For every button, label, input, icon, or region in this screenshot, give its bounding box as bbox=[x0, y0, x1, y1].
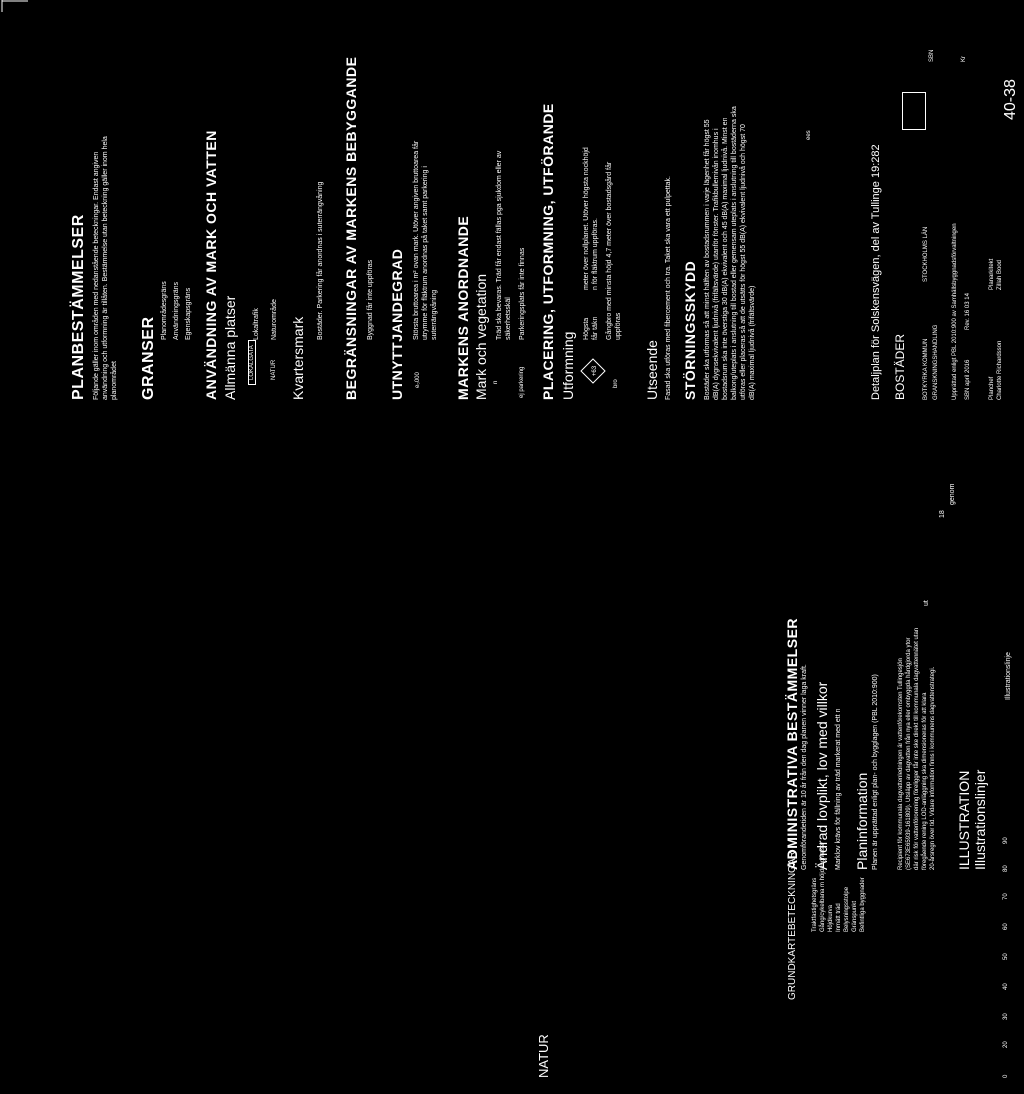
recipient-line: föregående rening LOD-anläggning ska dimensioneras för att klara bbox=[922, 692, 928, 870]
lokalgata-code: LOKALGATA bbox=[248, 340, 256, 385]
storning-line: dB(A) dygnsekvivalent ljudnivå (frifältsvärde) utanför fönster. Trafikbullernivån inomhus i bbox=[713, 128, 720, 400]
begr-title: BEGRÄNSNINGAR AV MARKENS BEBYGGANDE bbox=[343, 56, 359, 400]
planchef-label: Planchef bbox=[989, 376, 995, 400]
bostader-heading: BOSTÄDER bbox=[893, 333, 907, 400]
plan-number: 40-38 bbox=[1002, 79, 1019, 120]
illustrationslinje-label: Illustrationslinje bbox=[1005, 652, 1012, 700]
granser-item: Egenskapsgräns bbox=[185, 287, 192, 340]
utseende-title: Utseende bbox=[644, 340, 660, 400]
bro-line: Gångbro med minsta höjd 4,7 meter över bostadsgård får bbox=[606, 161, 613, 340]
planinfo-title: Planinformation bbox=[854, 772, 870, 870]
begr-text: Byggnad får inte uppföras bbox=[367, 259, 374, 340]
plan-intro-line: användning och utformning är tillåten. Bestämmelse utan beteckning gäller inom hela bbox=[102, 136, 109, 400]
scale-tick: 0 bbox=[1003, 1074, 1009, 1078]
utformning-title: Utformning bbox=[560, 331, 576, 400]
scale-tick: 50 bbox=[1003, 953, 1009, 960]
natur-code: NATUR bbox=[271, 359, 277, 380]
kvartersmark-title: Kvartersmark bbox=[290, 316, 306, 400]
storning-line: Bostäder ska utformas så att minst hälften av bostadsrummen i varje lägenhet får högst 55 bbox=[704, 119, 711, 400]
grundkarta-item: Inmätt träd bbox=[836, 903, 842, 932]
recipient-line: 20-årsregn över tid. Vidare information finns i kommunens dagvattenstrategi. bbox=[930, 666, 936, 870]
utn-text bbox=[412, 141, 439, 340]
utn-line: suterrängvåning bbox=[431, 289, 438, 340]
storning-title: STÖRNINGSSKYDD bbox=[682, 260, 698, 400]
hojd-text-2a: får täkn bbox=[592, 316, 599, 340]
n-line: säkerhetsskäl bbox=[505, 297, 512, 340]
recipient-line: Recipient för kommunala dagvattenledningen är vattenförekomsten Tullingesjön bbox=[898, 658, 904, 870]
recipient-text bbox=[897, 628, 937, 870]
planinfo-text: Planen är upprättad enligt plan- och bygglagen (PBL 2010:900) bbox=[872, 674, 879, 870]
planarkitekt-name: Zillah Bood bbox=[997, 259, 1003, 290]
rev-label: Rev. 16 03 14 bbox=[965, 293, 971, 330]
granser-title: GRANSER bbox=[140, 316, 157, 400]
anvandning-title: ANVÄNDNING AV MARK OCH VATTEN bbox=[203, 130, 219, 400]
granser-item: Användningsgräns bbox=[173, 282, 180, 340]
placering-title: PLACERING, UTFORMNING, UTFÖRANDE bbox=[540, 103, 556, 400]
storning-line: bostadsrum ska inte överstiga 30 dB(A) ekvivalent och 45 dB(A) maximal ljudnivå. Minst en bbox=[722, 117, 729, 400]
sbn-label: SBN bbox=[929, 49, 935, 62]
bro-code: bro bbox=[613, 379, 619, 388]
scale-tick: 30 bbox=[1003, 1013, 1009, 1020]
natur-area-label: Naturområde bbox=[271, 299, 278, 340]
grundkarta-item: Belysningsstolpe bbox=[844, 886, 850, 932]
allmanna-title: Allmänna platser bbox=[222, 295, 238, 400]
planarkitekt-label: Planarkitekt bbox=[989, 258, 995, 290]
detaljplan-title: Detaljplan för Solskensvägen, del av Tullinge 19:282 bbox=[870, 144, 882, 400]
corner-mark bbox=[0, 0, 30, 14]
recipient-line: där risk för vattenförorening föreligger får inte ske direkt till kommunala dagvattennätet utan bbox=[914, 627, 920, 870]
scale-tick: 60 bbox=[1003, 923, 1009, 930]
n-text bbox=[495, 151, 513, 340]
natur-label: NATUR bbox=[536, 1034, 551, 1078]
plan-intro bbox=[92, 136, 119, 400]
utseende-text: Fasad ska utföras med fibercement och tra. Taket ska vara ett pulpettak. bbox=[665, 176, 672, 400]
hojd-text-1b: meter över nollplanet. Utöver högsta nockhöjd bbox=[583, 147, 590, 290]
storning-line: balkong/uteplats i anslutning till bostad eller gemensam uteplats i anslutning till bostäderna ska bbox=[731, 106, 738, 400]
storning-line: utföras eller placeras så att de utsätts för högst 55 dB(A) ekvivalent ljudnivå och högst 70 bbox=[740, 124, 747, 400]
scale-tick: 90 bbox=[1003, 837, 1009, 844]
utn-line: Största bruttoarea i m² ovan mark. Utöver angiven bruttoarea får bbox=[413, 140, 420, 340]
sbn-date: SBN april 2016 bbox=[965, 359, 971, 400]
hojd-text-2b: n för fläktrum uppföras. bbox=[592, 218, 599, 290]
storning-text bbox=[703, 106, 757, 400]
admin-genomforande: Genomförandetiden är 10 år från den dag planen vinner laga kraft. bbox=[801, 664, 808, 870]
kommun-label: BOTKYRKA KOMMUN bbox=[923, 338, 929, 400]
granser-items bbox=[160, 281, 196, 340]
hojd-code: +63 bbox=[592, 365, 598, 377]
kr-label: Kr bbox=[961, 56, 967, 62]
grundkarta-item: Höjdkurva bbox=[828, 904, 834, 932]
utn-line: utrymme för fläktrum anordnas på taket samt parkering i bbox=[422, 166, 429, 340]
stamp-box bbox=[902, 92, 926, 130]
bro-text bbox=[605, 162, 623, 340]
lan-label: STOCKHOLMS LÄN bbox=[923, 226, 929, 282]
plan-title: PLANBESTÄMMELSER bbox=[70, 214, 87, 400]
grundkarta-item: Gång/cykelbana m höjdangivelse bbox=[820, 843, 826, 932]
stray-genom: genom bbox=[949, 483, 956, 505]
scale-bar bbox=[1002, 837, 1010, 1080]
grundkarta-item: Traktfastighetsgräns bbox=[812, 877, 818, 932]
n-line: Träd ska bevaras. Träd får endast fällas pga sjukdom eller av bbox=[496, 150, 503, 340]
bostader-text: Bostäder. Parkering får anordnas i suterrängvåning bbox=[317, 181, 324, 340]
ej-text: Parkeringsplats får inte finnas bbox=[519, 247, 526, 340]
utn-title: UTNYTTJANDEGRAD bbox=[389, 248, 405, 400]
grundkarta-title: GRUNDKARTEBETECKNINGAR bbox=[787, 851, 798, 1000]
hojd-symbol bbox=[580, 358, 606, 384]
upprattad-label: Upprättad enligt PBL 2010:900 av Samhällsbyggnadsförvaltningen bbox=[952, 223, 958, 400]
n-code: n bbox=[493, 380, 499, 384]
hojd-text-1a: Högsta bbox=[583, 317, 590, 340]
scale-tick: 70 bbox=[1003, 893, 1009, 900]
storning-line: dB(A) maximal ljudnivå (frifältsvärde) bbox=[749, 285, 756, 400]
granser-item: Planområdesgräns bbox=[161, 281, 168, 340]
grundkarta-item: Befintliga byggnader bbox=[860, 877, 866, 932]
markens-title: MARKENS ANORDNANDE bbox=[455, 215, 471, 400]
scale-tick: 80 bbox=[1003, 865, 1009, 872]
lovplikt-title: Ändrad lovplikt, lov med villkor bbox=[814, 681, 830, 870]
ej-code: ej parkering bbox=[519, 366, 525, 398]
stray-ut: ut bbox=[923, 600, 930, 606]
scale-tick: 20 bbox=[1003, 1041, 1009, 1048]
plan-intro-line: Följande gäller inom områden med nedanstående beteckningar. Endast angiven bbox=[93, 151, 100, 400]
illustration-title: ILLUSTRATION bbox=[956, 770, 972, 870]
lokalgata-label: Lokaltrafik bbox=[253, 308, 260, 340]
admin-title: ADMINISTRATIVA BESTÄMMELSER bbox=[784, 617, 800, 870]
stray-18: 18 bbox=[939, 510, 946, 518]
planchef-name: Charlotte Richardsson bbox=[997, 340, 1003, 400]
bro-line: uppföras bbox=[615, 312, 622, 340]
recipient-line: (SE673E65939-161809). Utsläpp av dagvatten från nya eller ombyggda hårdgjorda ytor bbox=[906, 637, 912, 870]
grundkarta-item: Gränspunkt bbox=[852, 900, 858, 932]
granskning-label: GRANSKNINGSHANDLING bbox=[933, 324, 939, 400]
lovplikt-text: Marklov krävs för fällning av träd markerat med ett n bbox=[835, 708, 842, 870]
mark-veg-title: Mark och vegetation bbox=[473, 273, 489, 400]
small-mark: ees bbox=[806, 130, 812, 140]
plan-intro-line: planområdet bbox=[111, 361, 118, 400]
illustrationslinjer-title: Illustrationslinjer bbox=[972, 769, 988, 870]
utn-code: e₀000 bbox=[415, 372, 421, 388]
scale-tick: 40 bbox=[1003, 983, 1009, 990]
